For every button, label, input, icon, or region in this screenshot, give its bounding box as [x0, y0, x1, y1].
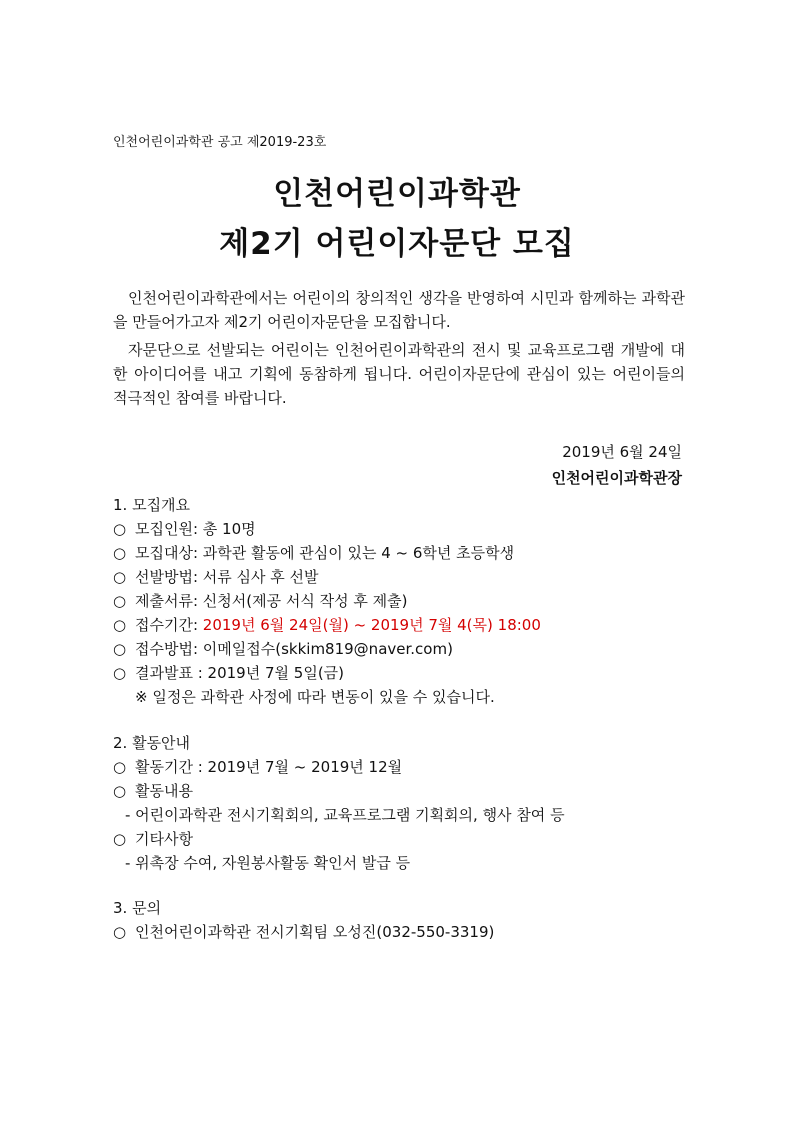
section-recruitment-overview [113, 493, 693, 709]
circle-bullet-icon: ○ [113, 830, 127, 848]
section-heading: 3. 문의 [113, 899, 162, 917]
circle-bullet-icon: ○ [113, 782, 127, 800]
list-item [113, 637, 693, 661]
contact-info: 인천어린이과학관 전시기획팀 오성진(032-550-3319) [135, 923, 495, 941]
intro-paragraph-2: 자문단으로 선발되는 어린이는 인천어린이과학관의 전시 및 교육프로그램 개발에 대한 아이디어를 내고 기획에 동참하게 됩니다. 어린이자문단에 관심이 있는 어린이들의 적극적인 참여를 바랍니다. [113, 341, 685, 407]
list-item: ○ 모집대상: 과학관 활동에 관심이 있는 4 ~ 6학년 초등학생 [113, 541, 693, 565]
circle-bullet-icon: ○ [113, 544, 127, 562]
list-item [113, 920, 693, 944]
application-period-value: 2019년 6월 24일(월) ~ 2019년 7월 4(목) 18:00 [202, 616, 541, 634]
page-title-line1: 인천어린이과학관 [273, 176, 521, 212]
list-item-detail: - 어린이과학관 전시기획회의, 교육프로그램 기획회의, 행사 참여 등 [125, 806, 565, 824]
list-item: ○ 활동내용 [113, 779, 693, 803]
application-period-item [113, 613, 693, 637]
issuer-name: 인천어린이과학관장 [551, 469, 682, 487]
section-heading: 1. 모집개요 [113, 496, 191, 514]
list-item: ○ 모집인원: 총 10명 [113, 517, 693, 541]
intro-paragraph-1: 인천어린이과학관에서는 어린이의 창의적인 생각을 반영하여 시민과 함께하는 과학관을 만들어가고자 제2기 어린이자문단을 모집합니다. [113, 289, 685, 331]
notice-number: 인천어린이과학관 공고 제2019-23호 [113, 135, 327, 150]
circle-bullet-icon: ○ [113, 592, 127, 610]
section-inquiry [113, 896, 693, 944]
section-activity-guide [113, 731, 693, 875]
application-period-label: 접수기간: [135, 616, 203, 634]
application-method: 접수방법: 이메일접수(skkim819@naver.com) [135, 640, 453, 658]
list-item: ○ 기타사항 [113, 827, 693, 851]
intro-text [113, 286, 685, 410]
list-item: ○ 제출서류: 신청서(제공 서식 작성 후 제출) [113, 589, 693, 613]
announcement-date: 2019년 6월 24일 [562, 443, 682, 461]
circle-bullet-icon: ○ [113, 664, 127, 682]
circle-bullet-icon: ○ [113, 923, 127, 941]
circle-bullet-icon: ○ [113, 568, 127, 586]
list-item: ○ 선발방법: 서류 심사 후 선발 [113, 565, 693, 589]
section-heading: 2. 활동안내 [113, 734, 191, 752]
circle-bullet-icon: ○ [113, 758, 127, 776]
list-item: ○ 결과발표 : 2019년 7월 5일(금) [113, 661, 693, 685]
page-title-line2: 제2기 어린이자문단 모집 [219, 226, 575, 262]
circle-bullet-icon: ○ [113, 520, 127, 538]
circle-bullet-icon: ○ [113, 640, 127, 658]
circle-bullet-icon: ○ [113, 616, 127, 634]
list-item-detail: - 위촉장 수여, 자원봉사활동 확인서 발급 등 [125, 854, 411, 872]
list-item: ○ 활동기간 : 2019년 7월 ~ 2019년 12월 [113, 755, 693, 779]
schedule-note: ※ 일정은 과학관 사정에 따라 변동이 있을 수 있습니다. [135, 688, 495, 706]
